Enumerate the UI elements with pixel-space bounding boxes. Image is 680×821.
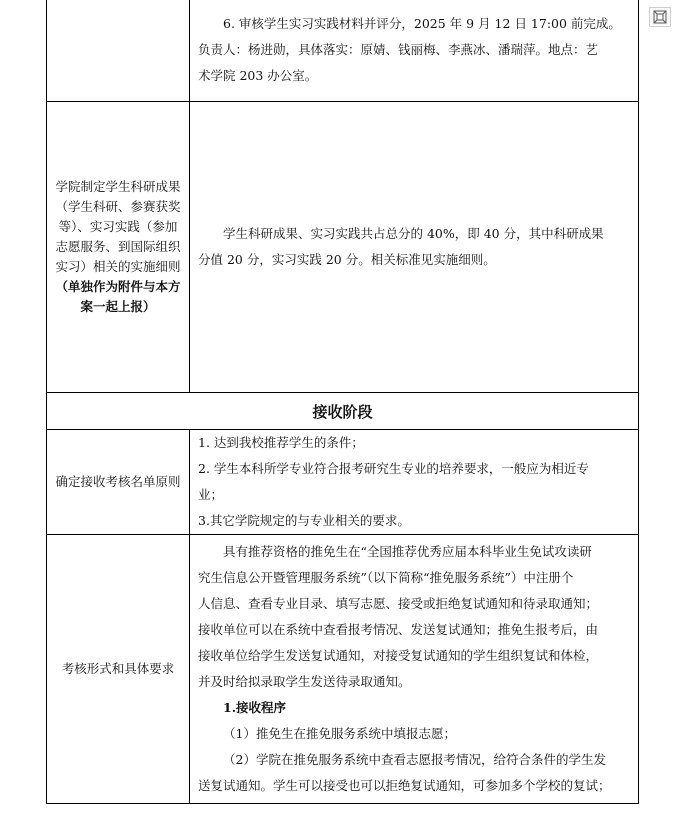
content-line: 人信息、查看专业目录、填写志愿、接受或拒绝复试通知和待录取通知； — [198, 596, 599, 611]
row-label-cell — [47, 0, 190, 102]
row-label-cell: 确定接收考核名单原则 — [47, 430, 190, 535]
content-line: 究生信息公开暨管理服务系统”（以下简称“推免服务系统”）中注册个 — [198, 570, 574, 585]
stage-header-row — [47, 393, 639, 430]
row-label-text: 学院制定学生科研成果（学生科研、参赛获奖等）、实习实践（参加志愿服务、到国际组织实习）相关的实施细则 — [55, 179, 181, 274]
content-line: 接收单位可以在系统中查看报考情况、发送复试通知；推免生报考后，由 — [198, 622, 599, 637]
content-line: 并及时给拟录取学生发送待录取通知。 — [198, 674, 411, 689]
content-line: 3.其它学院规定的与专业相关的要求。 — [198, 513, 410, 528]
row-content-cell — [190, 535, 639, 804]
table-row — [47, 535, 639, 804]
row-content-cell — [190, 102, 639, 393]
row-label-cell — [47, 102, 190, 393]
row-label-bold-text: （单独作为附件与本方案一起上报） — [55, 279, 181, 314]
table-row — [47, 430, 639, 535]
row-content-cell — [190, 430, 639, 535]
fullscreen-icon[interactable] — [649, 7, 671, 27]
table-row — [47, 102, 639, 393]
step-line: （1）推免生在推免服务系统中填报志愿； — [223, 726, 456, 741]
table-row — [47, 0, 639, 102]
content-line: 2. 学生本科所学专业符合报考研究生专业的培养要求，一般应为相近专 — [198, 461, 589, 476]
content-line: 术学院 203 办公室。 — [198, 68, 318, 83]
step-line: （2）学院在推免服务系统中查看志愿报考情况，给符合条件的学生发 — [223, 752, 606, 767]
content-line: 接收单位给学生发送复试通知，对接受复试通知的学生组织复试和体检， — [198, 648, 599, 663]
content-line: 负责人：杨进勋，具体落实：原婧、钱丽梅、李燕冰、潘瑞萍。地点：艺 — [198, 42, 599, 57]
content-line: 业； — [198, 487, 224, 502]
fullscreen-icon-glyph — [653, 10, 667, 24]
plan-table — [46, 0, 639, 804]
section-subheading: 1.接收程序 — [223, 700, 287, 715]
row-content-cell — [190, 0, 639, 102]
content-line: 分值 20 分，实习实践 20 分。相关标准见实施细则。 — [198, 252, 496, 267]
content-line: 1. 达到我校推荐学生的条件； — [198, 435, 364, 450]
stage-title: 接收阶段 — [47, 393, 639, 430]
row-label-cell: 考核形式和具体要求 — [47, 535, 190, 804]
content-line: 学生科研成果、实习实践共占总分的 40%，即 40 分，其中科研成果 — [223, 226, 604, 241]
content-line: 6. 审核学生实习实践材料并评分，2025 年 9 月 12 日 17:00 前完成。 — [223, 16, 621, 31]
step-line: 送复试通知。学生可以接受也可以拒绝复试通知，可参加多个学校的复试； — [198, 778, 611, 793]
content-line: 具有推荐资格的推免生在“全国推荐优秀应届本科毕业生免试攻读研 — [223, 544, 592, 559]
